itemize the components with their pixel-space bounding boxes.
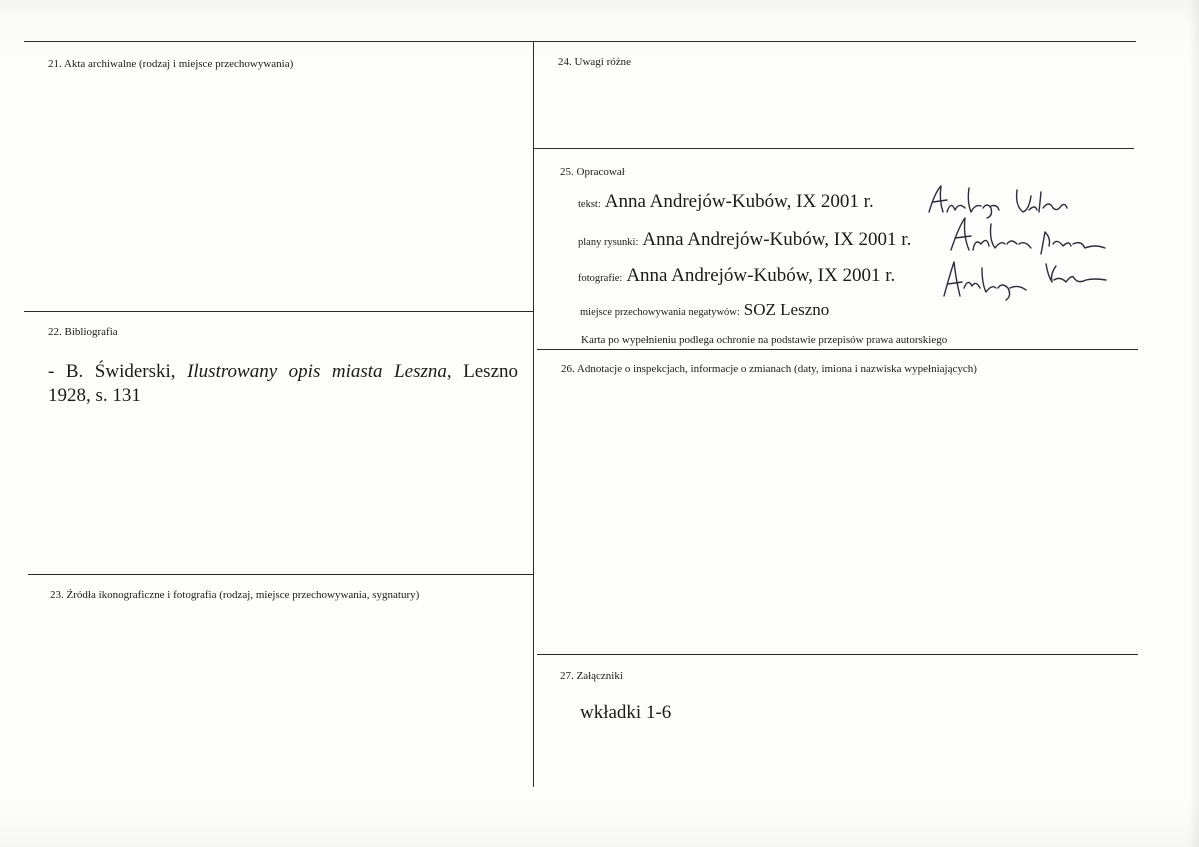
- signature-2: [945, 214, 1115, 258]
- section-21-label: 21. Akta archiwalne (rodzaj i miejsce przechowywania): [48, 58, 294, 70]
- section-27-label: 27. Załączniki: [560, 670, 623, 682]
- author-text-label: tekst:: [578, 199, 601, 210]
- bibliography-prefix: - B. Świderski,: [48, 361, 188, 382]
- negatives-row: [580, 300, 829, 320]
- author-photos-row: [578, 265, 895, 287]
- attachments-value: wkładki 1-6: [580, 702, 672, 723]
- section-24-label: 24. Uwagi różne: [558, 56, 632, 68]
- bibliography-title: Ilustrowany opis miasta Leszna: [187, 361, 447, 382]
- card-edge-shadow: [1189, 0, 1199, 847]
- bibliography-entry: [48, 360, 518, 408]
- author-photos-value: Anna Andrejów-Kubów, IX 2001 r.: [626, 265, 896, 286]
- negatives-value: SOZ Leszno: [743, 300, 830, 319]
- author-text-row: [578, 191, 874, 213]
- signature-3: [938, 254, 1118, 304]
- section-25-label: 25. Opracował: [560, 166, 625, 178]
- section-23-label: 23. Źródła ikonograficzne i fotografia (rodzaj, miejsce przechowywania, sygnatury): [50, 589, 420, 601]
- bibliography-suffix: , Leszno 1928, s. 131: [48, 361, 518, 406]
- rule-24-25: [533, 148, 1134, 149]
- copyright-note: Karta po wypełnieniu podlega ochronie na podstawie przepisów prawa autorskiego: [581, 334, 948, 346]
- center-divider: [533, 41, 534, 787]
- section-26-label: 26. Adnotacje o inspekcjach, informacje o zmianach (daty, imiona i nazwiska wypełniających): [561, 363, 977, 375]
- author-photos-label: fotografie:: [578, 273, 623, 284]
- rule-21-22: [24, 311, 533, 312]
- rule-26-27: [537, 654, 1138, 655]
- author-plans-row: [578, 229, 911, 251]
- author-plans-label: plany rysunki:: [578, 237, 639, 248]
- rule-25-26: [537, 349, 1138, 350]
- top-rule: [24, 41, 1136, 42]
- author-plans-value: Anna Andrejów-Kubów, IX 2001 r.: [642, 229, 912, 250]
- rule-22-23: [28, 574, 533, 575]
- negatives-label: miejsce przechowywania negatywów:: [580, 307, 740, 318]
- section-22-label: 22. Bibliografia: [48, 326, 118, 338]
- author-text-value: Anna Andrejów-Kubów, IX 2001 r.: [604, 191, 874, 212]
